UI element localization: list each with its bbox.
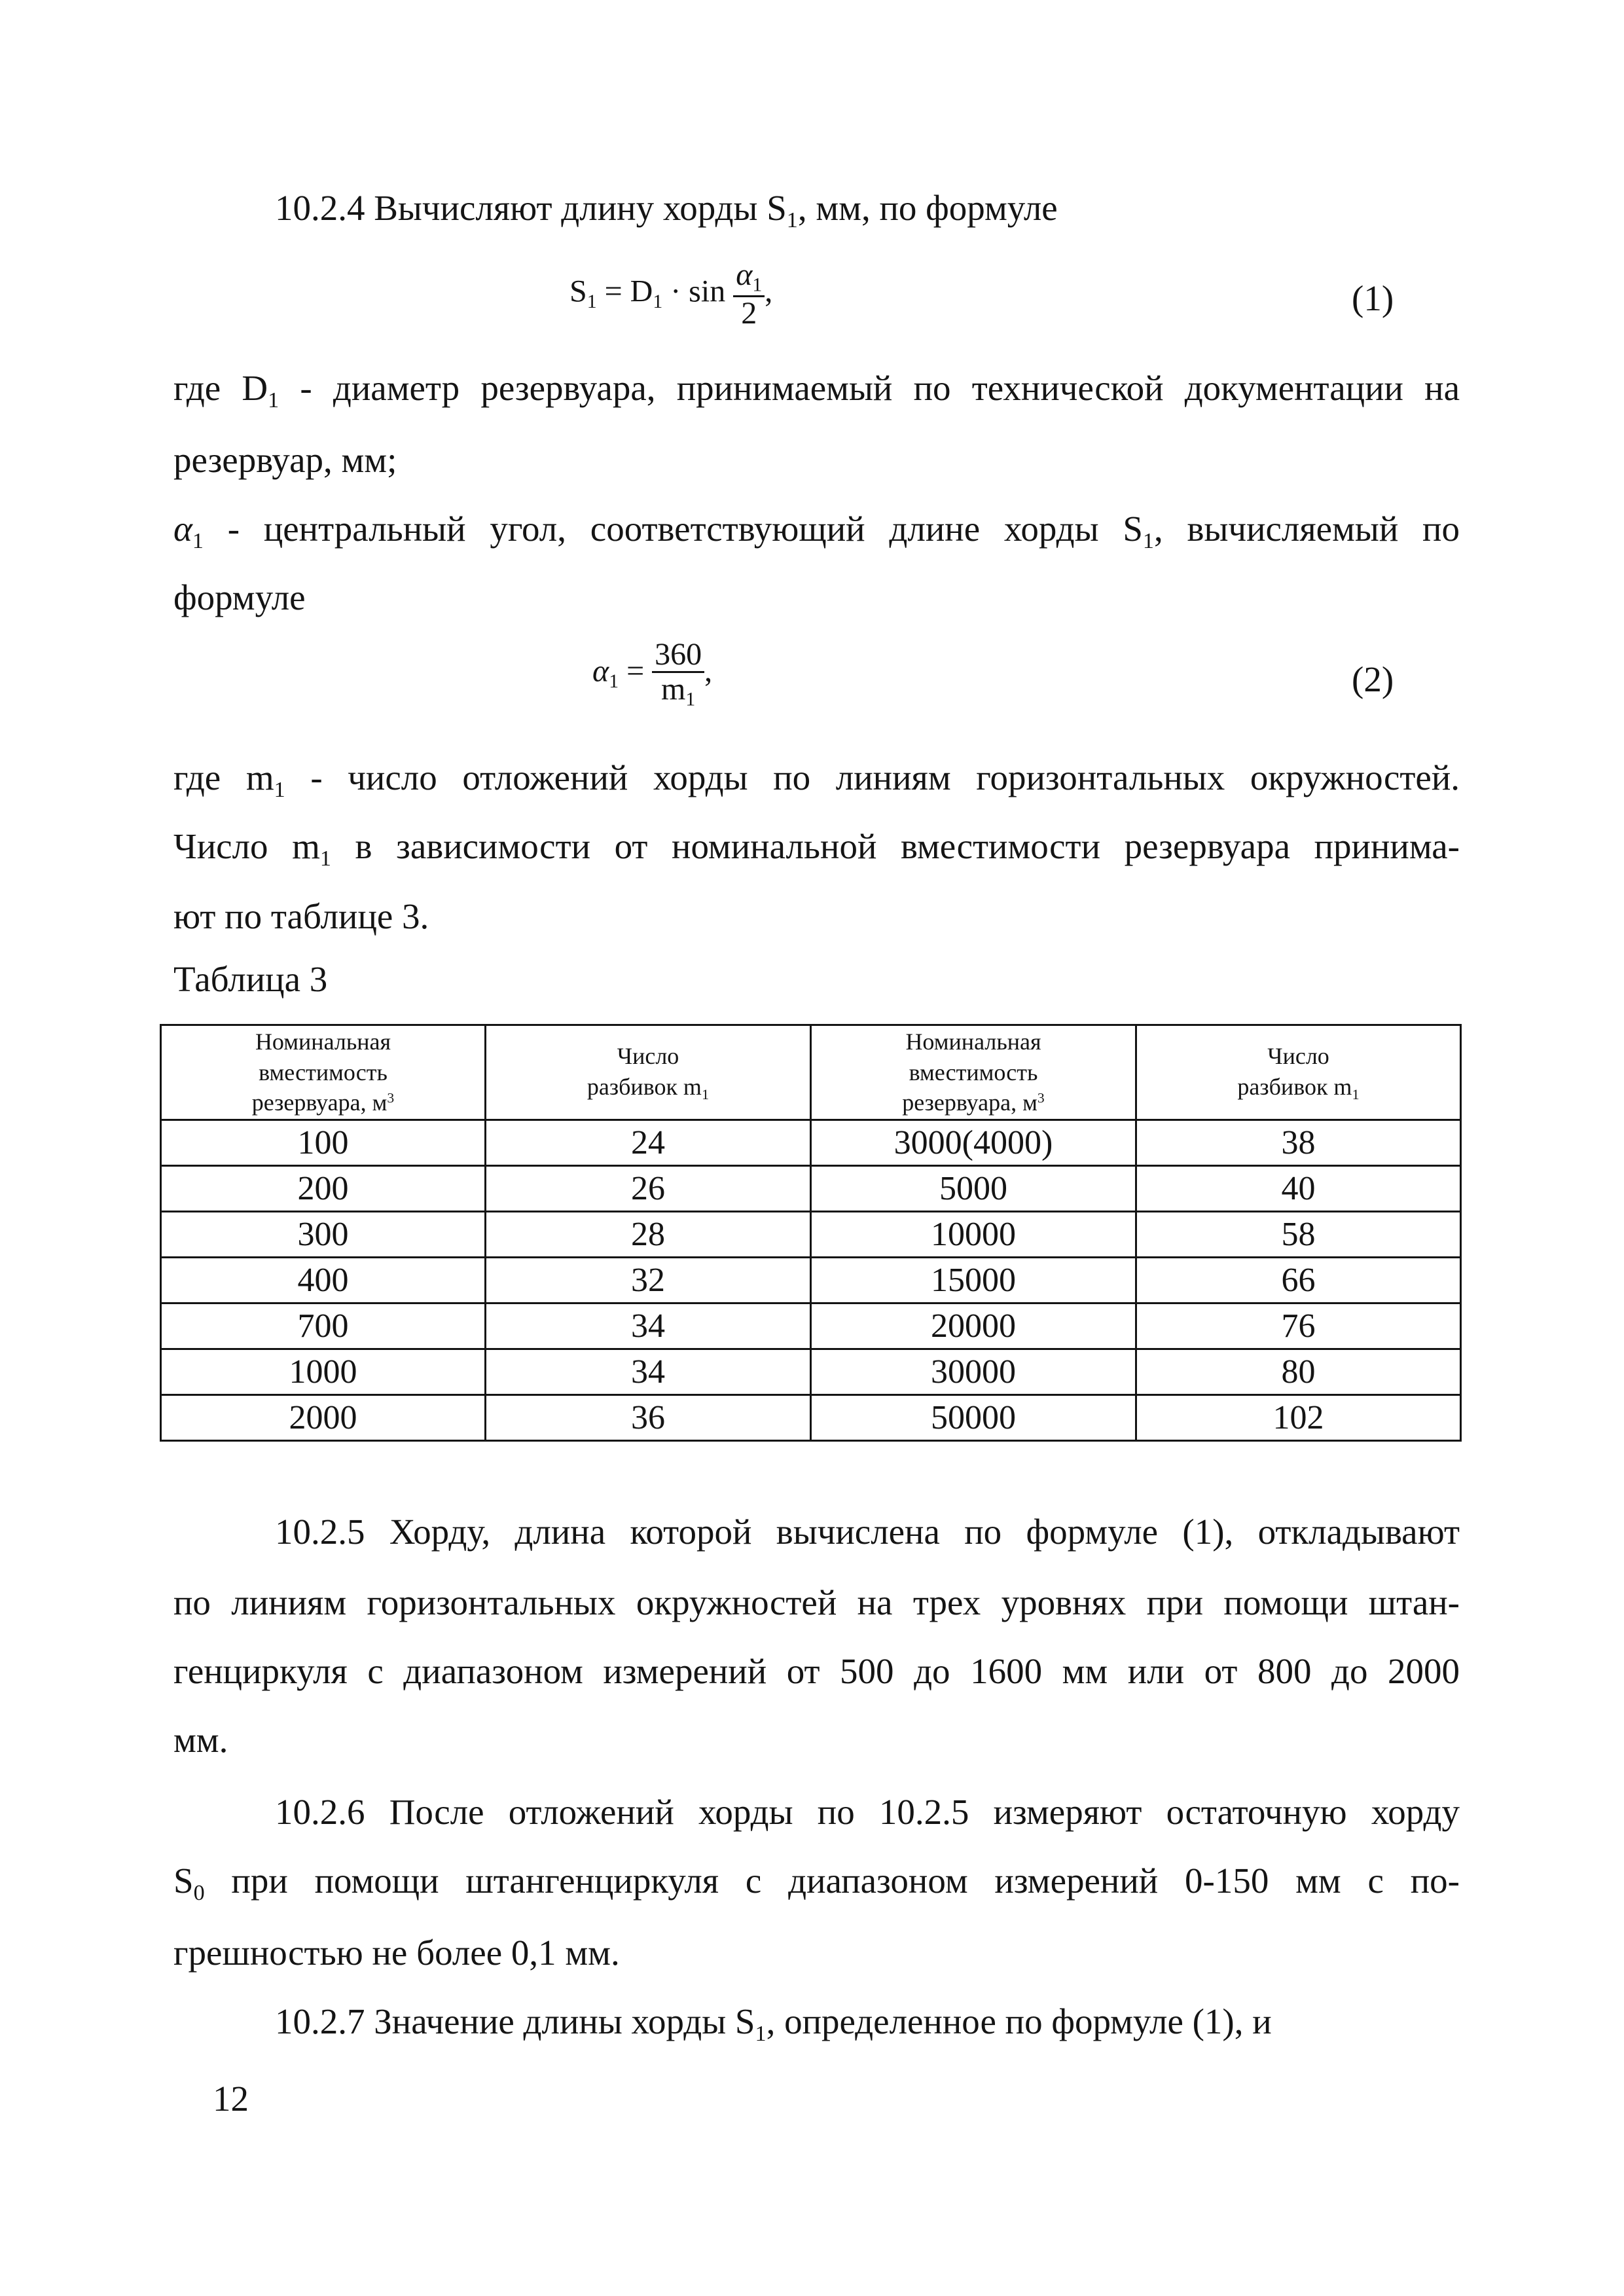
table-cell: 100 bbox=[161, 1120, 486, 1166]
f1-sin: · sin bbox=[662, 274, 726, 309]
where-alpha-b: - центральный угол, соответствующий длине хорды S bbox=[203, 509, 1143, 549]
table-row bbox=[161, 1303, 1461, 1349]
table-row bbox=[161, 1212, 1461, 1258]
f2-eq: = bbox=[619, 653, 653, 689]
table-cell: 76 bbox=[1136, 1303, 1461, 1349]
formula-1-number: (1) bbox=[1352, 278, 1394, 318]
table-cell: 30000 bbox=[811, 1349, 1136, 1395]
f2-tail: , bbox=[704, 653, 713, 689]
where-d-line2: резервуар, мм; bbox=[173, 440, 397, 480]
para-10-2-5-line1: 10.2.5 Хорду, длина которой вычислена по формуле (1), откладывают bbox=[275, 1512, 1460, 1552]
table-header-row bbox=[161, 1025, 1461, 1120]
table-cell: 80 bbox=[1136, 1349, 1461, 1395]
para-10-2-4 bbox=[275, 190, 1058, 232]
f1-fraction bbox=[733, 259, 765, 330]
where-alpha-c: , вычисляемый по bbox=[1153, 509, 1460, 549]
var-s-sub: 1 bbox=[786, 208, 798, 232]
table-cell: 40 bbox=[1136, 1166, 1461, 1212]
table-cell: 1000 bbox=[161, 1349, 486, 1395]
table-cell: 700 bbox=[161, 1303, 486, 1349]
table-row bbox=[161, 1349, 1461, 1395]
where-d-b: - диаметр резервуара, принимаемый по технической документации на bbox=[279, 368, 1460, 408]
para-10-2-7-b: , определенное по формуле (1), и bbox=[766, 2001, 1272, 2041]
where-m-sub: 1 bbox=[274, 777, 285, 802]
header-capacity-1: Номинальная вместимость резервуара, $м^3$ bbox=[161, 1025, 486, 1120]
table-cell: 50000 bbox=[811, 1395, 1136, 1441]
table-cell: 400 bbox=[161, 1258, 486, 1303]
formula-1 bbox=[569, 259, 772, 330]
where-m-line2 bbox=[173, 828, 1460, 870]
f2-num: 360 bbox=[652, 638, 704, 673]
var-s: S bbox=[767, 188, 787, 228]
table-cell: 2000 bbox=[161, 1395, 486, 1441]
f1-eq: = D bbox=[604, 274, 653, 309]
table-cell: 28 bbox=[486, 1212, 811, 1258]
where-d-sub: 1 bbox=[268, 388, 280, 412]
table-row bbox=[161, 1120, 1461, 1166]
table-cell: 58 bbox=[1136, 1212, 1461, 1258]
where-d-a: где D bbox=[173, 368, 268, 408]
table-cell: 36 bbox=[486, 1395, 811, 1441]
para-10-2-5-line2: по линиям горизонтальных окружностей на трех уровнях при помощи штан- bbox=[173, 1582, 1460, 1622]
header-divisions-1: Число разбивок $m_1$ bbox=[486, 1025, 811, 1120]
where-alpha-line2: формуле bbox=[173, 577, 306, 617]
para-10-2-5-line3: генциркуля с диапазоном измерений от 500 до 1600 мм или от 800 до 2000 bbox=[173, 1651, 1460, 1691]
para-10-2-5-line4: мм. bbox=[173, 1720, 228, 1760]
f2-den: m bbox=[661, 672, 686, 707]
where-m-line1 bbox=[173, 759, 1460, 801]
para-10-2-6-line1: 10.2.6 После отложений хорды по 10.2.5 измеряют остаточную хорду bbox=[275, 1792, 1460, 1832]
table-cell: 24 bbox=[486, 1120, 811, 1166]
table-cell: 200 bbox=[161, 1166, 486, 1212]
f1-lhs-sub: 1 bbox=[586, 291, 597, 313]
table-row bbox=[161, 1395, 1461, 1441]
para-10-2-7-sub: 1 bbox=[755, 2021, 767, 2046]
table-row bbox=[161, 1258, 1461, 1303]
where-alpha-line1 bbox=[173, 511, 1460, 553]
table-3 bbox=[160, 1024, 1462, 1442]
f1-num: α bbox=[736, 257, 753, 292]
var-s0: S bbox=[173, 1861, 194, 1901]
table-caption: Таблица 3 bbox=[173, 959, 328, 999]
table-cell: 5000 bbox=[811, 1166, 1136, 1212]
page-number: 12 bbox=[213, 2079, 249, 2119]
where-m-2b: в зависимости от номинальной вместимости резервуара принима- bbox=[331, 826, 1460, 866]
header-capacity-2: Номинальная вместимость резервуара, $м^3$ bbox=[811, 1025, 1136, 1120]
where-alpha-a: α bbox=[173, 509, 192, 549]
where-m-a: где m bbox=[173, 757, 274, 797]
where-m-2a: Число m bbox=[173, 826, 320, 866]
table-cell: 3000(4000) bbox=[811, 1120, 1136, 1166]
f2-den-sub: 1 bbox=[685, 688, 696, 710]
f1-num-sub: 1 bbox=[752, 274, 763, 296]
table-cell: 15000 bbox=[811, 1258, 1136, 1303]
para-10-2-7 bbox=[275, 2003, 1272, 2045]
table-row bbox=[161, 1166, 1461, 1212]
f1-den: 2 bbox=[741, 295, 757, 331]
header-divisions-2: Число разбивок $m_1$ bbox=[1136, 1025, 1461, 1120]
where-alpha-sub: 1 bbox=[192, 528, 204, 553]
table-cell: 26 bbox=[486, 1166, 811, 1212]
table-cell: 38 bbox=[1136, 1120, 1461, 1166]
table-cell: 300 bbox=[161, 1212, 486, 1258]
where-m-line3: ют по таблице 3. bbox=[173, 896, 429, 936]
f1-tail: , bbox=[765, 274, 773, 309]
table-cell: 34 bbox=[486, 1349, 811, 1395]
where-d-line1 bbox=[173, 370, 1460, 412]
para-10-2-6-line2-b: при помощи штангенциркуля с диапазоном измерений 0-150 мм с по- bbox=[204, 1861, 1460, 1901]
table-cell: 102 bbox=[1136, 1395, 1461, 1441]
where-alpha-sub2: 1 bbox=[1142, 528, 1154, 553]
para-10-2-6-line2 bbox=[173, 1863, 1460, 1904]
f1-d-sub: 1 bbox=[653, 291, 663, 313]
para-10-2-7-a: 10.2.7 Значение длины хорды S bbox=[275, 2001, 755, 2041]
table-cell: 34 bbox=[486, 1303, 811, 1349]
table-cell: 10000 bbox=[811, 1212, 1136, 1258]
table-cell: 66 bbox=[1136, 1258, 1461, 1303]
f2-lhs: α bbox=[592, 653, 609, 689]
f1-lhs: S bbox=[569, 274, 587, 309]
var-s0-sub: 0 bbox=[193, 1880, 205, 1905]
formula-2-number: (2) bbox=[1352, 659, 1394, 699]
where-m-b: - число отложений хорды по линиям горизонтальных окружностей. bbox=[285, 757, 1460, 797]
f2-fraction bbox=[652, 638, 704, 710]
para-10-2-4-text-b: , мм, по формуле bbox=[797, 188, 1058, 228]
where-m-2sub: 1 bbox=[319, 846, 331, 871]
para-10-2-4-text-a: 10.2.4 Вычисляют длину хорды bbox=[275, 188, 767, 228]
formula-2 bbox=[592, 638, 712, 710]
para-10-2-6-line3: грешностью не более 0,1 мм. bbox=[173, 1933, 620, 1973]
table-cell: 20000 bbox=[811, 1303, 1136, 1349]
table-cell: 32 bbox=[486, 1258, 811, 1303]
f2-lhs-sub: 1 bbox=[609, 670, 619, 693]
